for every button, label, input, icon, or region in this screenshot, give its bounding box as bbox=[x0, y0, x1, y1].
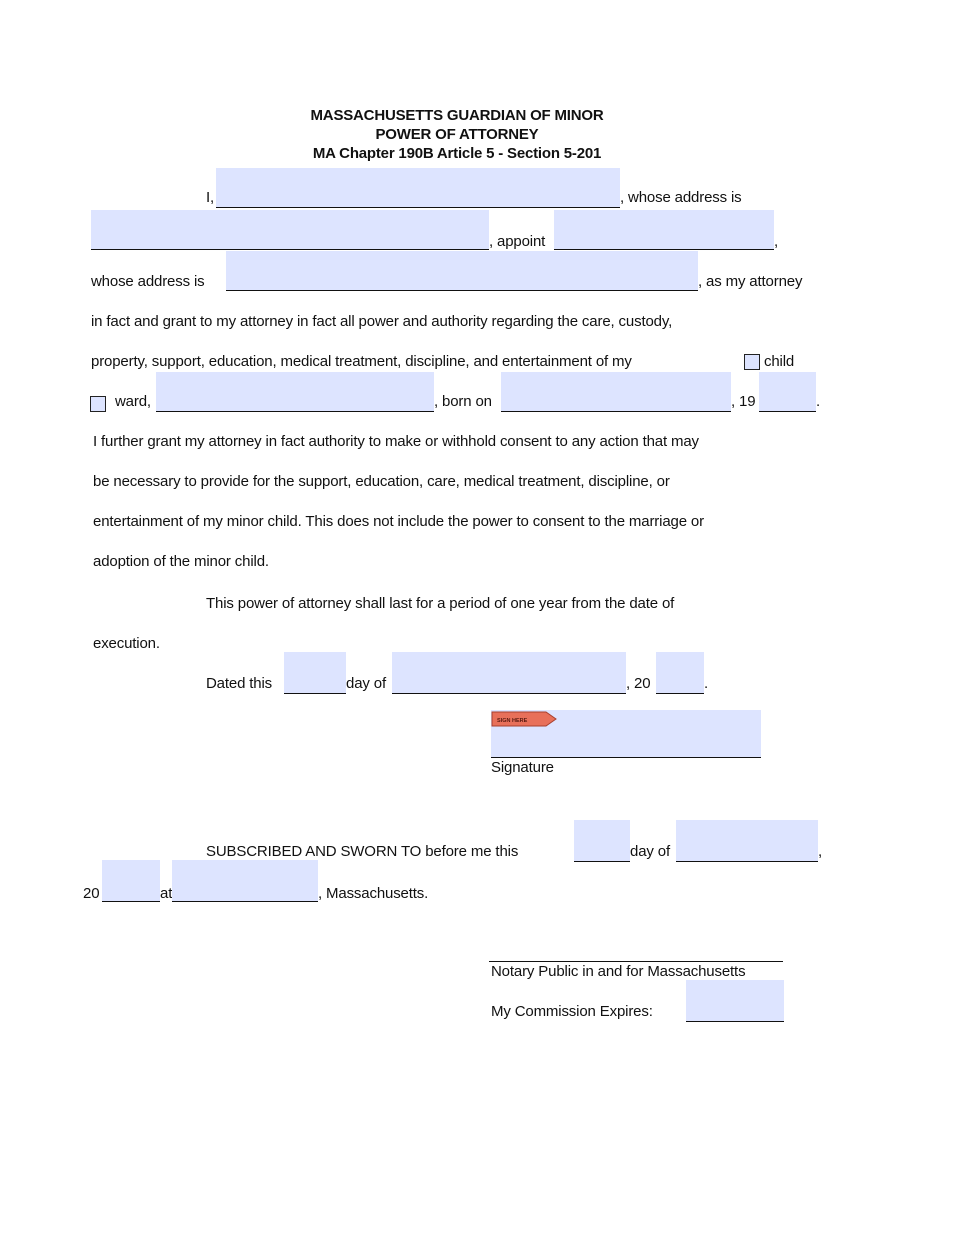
ward-checkbox[interactable] bbox=[90, 396, 106, 412]
ward-label: ward, bbox=[115, 393, 151, 410]
i-label: I, bbox=[206, 189, 215, 206]
commission-expires-label: My Commission Expires: bbox=[491, 1003, 653, 1020]
further-grant-line4: adoption of the minor child. bbox=[93, 553, 269, 570]
birth-period: . bbox=[816, 393, 821, 410]
dated-month-field[interactable] bbox=[392, 652, 626, 694]
further-grant-line3: entertainment of my minor child. This does not include the power to consent to the marriage or bbox=[93, 513, 704, 530]
appoint-label: , appoint bbox=[489, 233, 546, 250]
whose-address-label: , whose address is bbox=[620, 189, 742, 206]
further-grant-line2: be necessary to provide for the support, education, care, medical treatment, discipline, or bbox=[93, 473, 670, 490]
child-label: child bbox=[764, 353, 795, 370]
dated-year-field[interactable] bbox=[656, 652, 704, 694]
form-title-line2: POWER OF ATTORNEY bbox=[375, 126, 539, 143]
property-text-line: property, support, education, medical treatment, discipline, and entertainment of my bbox=[91, 353, 632, 370]
child-checkbox[interactable] bbox=[744, 354, 760, 370]
duration-line1: This power of attorney shall last for a period of one year from the date of bbox=[206, 595, 675, 612]
sworn-comma: , bbox=[818, 843, 823, 860]
further-grant-line1: I further grant my attorney in fact authority to make or withhold consent to any action that may bbox=[93, 433, 699, 450]
sworn-day-field[interactable] bbox=[574, 820, 630, 862]
commission-expires-field[interactable] bbox=[686, 980, 784, 1022]
sworn-location-field[interactable] bbox=[172, 860, 318, 902]
attorney-name-field[interactable] bbox=[554, 210, 774, 250]
notary-public-label: Notary Public in and for Massachusetts bbox=[491, 963, 746, 980]
dated-period: . bbox=[704, 675, 709, 692]
sworn-year-field[interactable] bbox=[102, 860, 160, 902]
form-title-line1: MASSACHUSETTS GUARDIAN OF MINOR bbox=[310, 107, 604, 124]
subscribed-label: SUBSCRIBED AND SWORN TO before me this bbox=[206, 843, 519, 860]
nineteen-label: , 19 bbox=[731, 393, 756, 410]
born-on-label: , born on bbox=[434, 393, 492, 410]
grant-text-line: in fact and grant to my attorney in fact all power and authority regarding the care, custody, bbox=[91, 313, 673, 330]
dated-day-field[interactable] bbox=[284, 652, 346, 694]
appoint-comma: , bbox=[774, 233, 779, 250]
birth-year-field[interactable] bbox=[759, 372, 816, 412]
attorney-address-label: whose address is bbox=[91, 273, 205, 290]
duration-line2: execution. bbox=[93, 635, 160, 652]
sworn-month-field[interactable] bbox=[676, 820, 818, 862]
principal-address-field[interactable] bbox=[91, 210, 489, 250]
dated-day-of-label: day of bbox=[346, 675, 386, 692]
sworn-twenty-label: 20 bbox=[83, 885, 100, 902]
signature-label: Signature bbox=[491, 759, 554, 776]
principal-name-field[interactable] bbox=[216, 168, 620, 208]
sign-here-flag-icon bbox=[491, 711, 557, 727]
dated-twenty-label: , 20 bbox=[626, 675, 651, 692]
birth-date-field[interactable] bbox=[501, 372, 731, 412]
minor-name-field[interactable] bbox=[156, 372, 434, 412]
dated-this-label: Dated this bbox=[206, 675, 273, 692]
form-title-line3: MA Chapter 190B Article 5 - Section 5-201 bbox=[312, 145, 602, 162]
notary-signature-line bbox=[489, 961, 783, 962]
as-my-attorney-label: , as my attorney bbox=[698, 273, 803, 290]
sworn-at-label: at bbox=[160, 885, 173, 902]
sworn-day-of-label: day of bbox=[630, 843, 670, 860]
attorney-address-field[interactable] bbox=[226, 251, 698, 291]
massachusetts-label: , Massachusetts. bbox=[318, 885, 429, 902]
sign-here-text: SIGN HERE bbox=[497, 718, 528, 724]
